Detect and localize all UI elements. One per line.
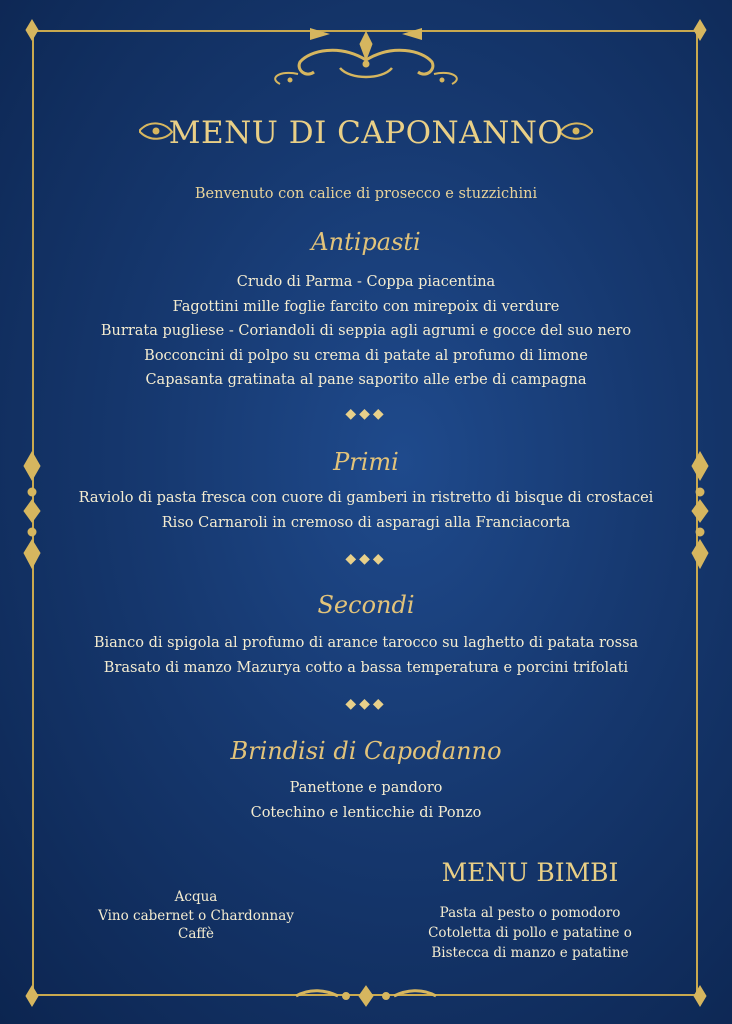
list-item: Pasta al pesto o pomodoro — [439, 905, 621, 921]
section-title-secondi: Secondi — [317, 591, 415, 619]
list-item: Capasanta gratinata al pane saporito alle erbe di campagna — [145, 372, 587, 388]
list-item: Cotechino e lenticchie di Ponzo — [250, 804, 482, 821]
section-divider: ◆◆◆ — [345, 696, 387, 712]
list-item: Bianco di spigola al profumo di arance tarocco su laghetto di patata rossa — [93, 635, 639, 651]
section-divider: ◆◆◆ — [345, 406, 387, 422]
list-item: Vino cabernet o Chardonnay — [98, 907, 294, 924]
kids-menu-title: MENU BIMBI — [441, 858, 619, 887]
list-item: Cotoletta di pollo e patatine o — [428, 925, 632, 941]
list-item: Panettone e pandoro — [289, 780, 443, 796]
list-item: Acqua — [174, 889, 218, 905]
primi-list — [0, 486, 732, 535]
list-item: Bistecca di manzo e patatine — [431, 945, 629, 961]
drinks-list — [92, 888, 300, 944]
list-item: Brasato di manzo Mazurya cotto a bassa temperatura e porcini trifolati — [103, 659, 629, 676]
welcome-line: Benvenuto con calice di prosecco e stuzzichini — [194, 186, 538, 202]
kids-menu-list — [410, 903, 650, 963]
antipasti-list — [0, 270, 732, 393]
list-item: Riso Carnaroli in cremoso di asparagi alla Franciacorta — [161, 514, 571, 531]
list-item: Bocconcini di polpo su crema di patate al profumo di limone — [144, 347, 588, 364]
section-title-brindisi: Brindisi di Capodanno — [230, 737, 502, 765]
brindisi-list — [0, 776, 732, 825]
list-item: Raviolo di pasta fresca con cuore di gamberi in ristretto di bisque di crostacei — [78, 490, 654, 506]
section-title-primi: Primi — [333, 448, 399, 476]
list-item: Caffè — [178, 926, 214, 942]
list-item: Burrata pugliese - Coriandoli di seppia agli agrumi e gocce del suo nero — [100, 323, 632, 339]
list-item: Fagottini mille foglie farcito con mirepoix di verdure — [172, 298, 560, 315]
section-divider: ◆◆◆ — [345, 551, 387, 567]
section-title-antipasti: Antipasti — [311, 228, 421, 256]
secondi-list — [0, 631, 732, 680]
list-item: Crudo di Parma - Coppa piacentina — [236, 274, 496, 290]
menu-title: MENU DI CAPONANNO — [168, 115, 564, 151]
